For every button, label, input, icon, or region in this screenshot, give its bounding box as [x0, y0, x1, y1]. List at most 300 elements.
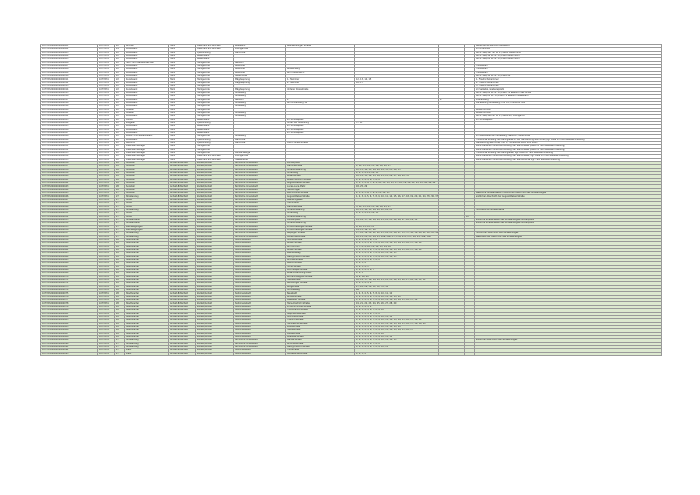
street-cell: Richard-Wagner-Straße: [286, 275, 355, 278]
municipality-cell: Zerbst/Anhalt: [196, 349, 234, 352]
object-id-cell: 1073532000000000051: [41, 212, 98, 215]
remarks-cell: Röderhochtal: [475, 108, 662, 111]
street-cell: Große Gerstraße: [286, 235, 355, 238]
street-cell: Gerberstraße: [286, 339, 355, 342]
category-cell: 28: [115, 182, 125, 185]
municipality-cell: Quedlinburg: [196, 138, 234, 141]
code-cell: 1073531: [98, 212, 115, 215]
locality-cell: Südinnenstadt: [234, 279, 286, 282]
municipality-cell: Zerbst/Anhalt: [196, 302, 234, 305]
municipality-cell: Harzgerode: [196, 85, 234, 88]
municipality-cell: Harzgerode: [196, 98, 234, 101]
object-id-cell: 1073532000000000048: [41, 202, 98, 205]
type-cell: Straßenzug: [125, 342, 169, 345]
house-numbers-cell: 12, 13, 14, 15, 19, 20, 22, 24, 25: [355, 208, 439, 211]
type-cell: Ziegelei: [125, 121, 169, 124]
municipality-cell: Ballenstedt: [196, 118, 234, 121]
district-cell: Harz: [169, 71, 196, 74]
locality-cell: Straßberg: [234, 115, 286, 118]
municipality-cell: Zerbst/Anhalt: [196, 162, 234, 165]
object-id-cell: 1073532000000000031: [41, 145, 98, 148]
house-numbers-cell: 5 - 11: [355, 121, 439, 124]
street-cell: Dessauer Straße: [286, 299, 355, 302]
object-id-cell: 1073532000000000018: [41, 101, 98, 104]
type-cell: Stadtviertel: [125, 299, 169, 302]
type-cell: Stadtviertel: [125, 329, 169, 332]
category-cell: 28: [115, 162, 125, 165]
house-numbers-cell: 16, 17: [355, 81, 439, 84]
code-cell: 1073531: [98, 81, 115, 84]
category-cell: 27: [115, 345, 125, 348]
code-cell: 1073531: [98, 335, 115, 338]
district-cell: Anhalt-Bitterfeld: [169, 279, 196, 282]
type-cell: Kunstwerk: [125, 75, 169, 78]
remarks-cell: [475, 352, 662, 355]
object-id-cell: 1073532000000000040: [41, 175, 98, 178]
street-cell: Lucherplatz: [286, 162, 355, 165]
municipality-cell: Zerbst/Anhalt: [196, 339, 234, 342]
type-cell: Stadtviertel: [125, 289, 169, 292]
locality-cell: Nordliche Innenstadt: [234, 215, 286, 218]
district-cell: Anhalt-Bitterfeld: [169, 309, 196, 312]
house-numbers-cell: 20, 21, 22, 23, 24, 25, 26a, 26b, 27, 27a, 27b, 27c, 28, 29, 30a, 30b: [355, 235, 439, 238]
locality-cell: Südinnenstadt: [234, 285, 286, 288]
house-numbers-cell: 12, 13, 14, 15, 19, 20, 24, 35, 25, 29, 35: [355, 168, 439, 171]
type-cell: Sonstall: [125, 168, 169, 171]
type-cell: Straßenzug: [125, 195, 169, 198]
street-cell: Unterstraßering: [286, 208, 355, 211]
code-cell: 1073531: [98, 292, 115, 295]
object-id-cell: 1073532000000000030: [41, 141, 98, 144]
locality-cell: Gernrode: [234, 141, 286, 144]
street-cell: 4: [286, 98, 355, 101]
category-cell: 22: [115, 158, 125, 161]
house-numbers-cell: 1, 2, 3, 4, 5, 6, 7, 8, 9, 10, 11, 12, 13: [355, 252, 439, 255]
district-cell: Harz: [169, 148, 196, 151]
object-id-cell: 1073532000000000084: [41, 322, 98, 325]
object-id-cell: 1073532000000000027: [41, 131, 98, 134]
locality-cell: Südinnenstadt: [234, 262, 286, 265]
type-cell: Kunstwerk: [125, 91, 169, 94]
house-numbers-cell: 5, 12, 13, 14, 15, 16, 18, 25, 27: [355, 205, 439, 208]
category-cell: 28: [115, 269, 125, 272]
object-id-cell: 1073532000000000039: [41, 172, 98, 175]
house-numbers-cell: 1, 2, 3, 4, 5, 6, 7, 8, 9, 10, 11, 12, 13, 14, 15, 16, 17, 18, 19, 20: [355, 322, 439, 325]
type-cell: Stadtviertel: [125, 272, 169, 275]
object-id-cell: 1073532000000000013: [41, 85, 98, 88]
street-cell: Unterstraßenring: [286, 168, 355, 171]
object-id-cell: 1073532000000000092: [41, 349, 98, 352]
district-cell: Harz: [169, 135, 196, 138]
district-cell: Anhalt-Bitterfeld: [169, 345, 196, 348]
object-id-cell: 1073532000000000010: [41, 75, 98, 78]
house-numbers-cell: 1, 2, 3, 4, 5, 6, 7, 8, 9, 10, 11, 12, 13, 14, 15, 16, 17, 18, 19: [355, 319, 439, 322]
table-row[interactable]: [41, 352, 662, 355]
type-cell: Stadtviertel: [125, 335, 169, 338]
house-numbers-cell: 10, 12, 13, 14, 15, 16, 21, 25, 26, 27, 28, 29, 33: [355, 175, 439, 178]
street-cell: Breite Straße: [286, 242, 355, 245]
locality-cell: Nordliche Innenstadt: [234, 232, 286, 235]
locality-cell: Nordliche Innenstadt: [234, 178, 286, 181]
code-cell: 1073531: [98, 85, 115, 88]
municipality-cell: Zerbst/Anhalt: [196, 165, 234, 168]
category-cell: 22: [115, 125, 125, 128]
district-cell: Harz: [169, 115, 196, 118]
code-cell: 1073531: [98, 125, 115, 128]
object-id-cell: 1073532000000000081: [41, 312, 98, 315]
code-cell: 1073531: [98, 115, 115, 118]
code-cell: 1073531: [98, 111, 115, 114]
municipality-cell: Zerbst/Anhalt: [196, 335, 234, 338]
category-cell: 22: [115, 148, 125, 151]
locality-cell: Südinnenstadt: [234, 245, 286, 248]
remarks-cell: südlicher Abschnitt der August-Bebel-Straße: [475, 195, 662, 198]
street-cell: Kurt-Stapel-Straße: [286, 269, 355, 272]
locality-cell: Nordliche Innenstadt: [234, 182, 286, 185]
municipality-cell: Zerbst/Anhalt: [196, 218, 234, 221]
street-cell: Blankenburger Straße: [286, 45, 355, 48]
street-cell: Im Schlosspark: [286, 118, 355, 121]
code-cell: 1073531: [98, 108, 115, 111]
object-id-cell: 1073532000000000050: [41, 208, 98, 211]
type-cell: Graben: [125, 111, 169, 114]
street-cell: Gottesackerstraße: [286, 352, 355, 355]
object-id-cell: 1073532000000000026: [41, 128, 98, 131]
table-body: [41, 45, 662, 356]
object-id-cell: 1073532000000000017: [41, 98, 98, 101]
house-numbers-cell: 14, 16, 17, 18, 19, 20, 21, 22, 23, 24, 26, 27, 28, 29, 30: [355, 218, 439, 221]
street-cell: Ernst-Kreisinger-Straße: [286, 225, 355, 228]
category-cell: 22: [115, 128, 125, 131]
municipality-cell: Zerbst/Anhalt: [196, 262, 234, 265]
category-cell: 22: [115, 51, 125, 54]
locality-cell: Güntersberge: [234, 152, 286, 155]
house-numbers-cell: 1, 2, 3, 4, 5, 6, 7, 8, 9, 10, 11, 14, 15, 16, 17, 18, 19, 20, 21, 24, 35, 36, 37: [356, 194, 439, 198]
code-cell: 1073531: [98, 138, 115, 141]
municipality-cell: Zerbst/Anhalt: [196, 172, 234, 175]
category-cell: 27: [115, 218, 125, 221]
category-cell: 28: [115, 245, 125, 248]
type-cell: Stadtviertel: [125, 309, 169, 312]
street-cell: Unterer Kreisstraße: [286, 88, 355, 91]
category-cell: 27: [115, 195, 125, 198]
municipality-cell: Harzgerode: [196, 71, 234, 74]
street-cell: Im Schlosspark: [286, 131, 355, 134]
object-id-cell: 1073532000000000093: [41, 352, 98, 355]
municipality-cell: Harzgerode: [196, 152, 234, 155]
locality-cell: Nordliche Innenstadt: [234, 185, 286, 188]
type-cell: Sonst: [125, 198, 169, 201]
category-cell: 28: [115, 265, 125, 268]
object-id-cell: 1073532000000000060: [41, 242, 98, 245]
remarks-cell: Alt R. 462/20 St. N. 17/1926 Ostermünd: [475, 58, 662, 61]
object-id-cell: 1073532000000000019: [41, 105, 98, 108]
district-cell: Anhalt-Bitterfeld: [169, 175, 196, 178]
house-numbers-cell: 1, 2, 3, 4, 5, 6, 7, 8, 9, 10, 11, 12, 13: [355, 339, 439, 342]
category-cell: 28: [115, 332, 125, 335]
district-cell: Harz: [169, 158, 196, 161]
object-id-cell: 1073532000000000082: [41, 315, 98, 318]
type-cell: Stadtviertel: [125, 279, 169, 282]
type-cell: Kleinsiegungen: [125, 228, 169, 231]
district-cell: Anhalt-Bitterfeld: [169, 212, 196, 215]
code-cell: 1073531: [98, 91, 115, 94]
object-id-cell: 1073532000000000066: [41, 262, 98, 265]
locality-cell: Nordliche Innenstadt: [234, 165, 286, 168]
house-numbers-cell: 1, 12, 13, 14, 15, 16, 18, 20, 27: [355, 165, 439, 168]
object-id-cell: 1073532000000000012: [41, 81, 98, 84]
district-cell: Anhalt-Bitterfeld: [169, 262, 196, 265]
street-cell: Otto-Franke-Straße: [286, 141, 355, 144]
street-cell: Unterberg: [286, 212, 355, 215]
house-numbers-cell: 1, 2, 3, 4, 5, 6: [355, 305, 439, 308]
district-cell: Harz: [169, 98, 196, 101]
type-cell: Straßenzug: [125, 235, 169, 238]
code-cell: 1073531: [98, 208, 115, 211]
municipality-cell: Harzgerode: [196, 91, 234, 94]
code-cell: 1073531: [98, 238, 115, 241]
object-id-cell: 1073532000000000068: [41, 269, 98, 272]
municipality-cell: Harzgerode: [196, 75, 234, 78]
code-cell: 1073531: [98, 202, 115, 205]
municipality-cell: Zerbst/Anhalt: [196, 259, 234, 262]
type-cell: Sonstall: [125, 185, 169, 188]
category-cell: 22: [115, 98, 125, 101]
house-numbers-cell: 1, 2, 3, 4, 5, 6, 7, 8, 9: [355, 259, 439, 262]
type-cell: Eisenbahnanlage: [125, 158, 169, 161]
code-cell: 1073531: [98, 255, 115, 258]
category-cell: 28: [115, 172, 125, 175]
district-cell: Harz: [169, 48, 196, 51]
house-numbers-cell: 1, 2, 3, 4, 5, 6, 7: [355, 269, 439, 272]
district-cell: Harz: [169, 81, 196, 84]
district-cell: Anhalt-Bitterfeld: [169, 255, 196, 258]
street-cell: Martinsstraße: [286, 205, 355, 208]
code-cell: 1073531: [98, 349, 115, 352]
code-cell: 1073531: [98, 302, 115, 305]
house-numbers-cell: 16, 14, 17, 18, 19, 20, 21, 22, 23, 24, 25, 26, 27, 28, 29, 31, 32: [355, 279, 439, 282]
locality-cell: Nordliche Innenstadt: [234, 208, 286, 211]
locality-cell: Alberode: [234, 65, 286, 68]
category-cell: 27: [115, 222, 125, 225]
locality-cell: Nordliche Innenstadt: [234, 225, 286, 228]
object-id-cell: 1073532000000000037: [41, 165, 98, 168]
house-numbers-cell: 19, 21, 22, 23, 24, 25, 26, 27, 28, 29: [355, 302, 439, 305]
district-cell: Anhalt-Bitterfeld: [169, 208, 196, 211]
locality-cell: Mägdesprung: [234, 88, 286, 91]
locality-cell: Südinnenstadt: [234, 255, 286, 258]
type-cell: Kunstwerk: [125, 128, 169, 131]
remarks-cell: verschiedene Flurstücke entlang der Bahnstrecke vgl. Feld Baubeschreibung: [475, 158, 662, 161]
street-cell: Am Kirchtor: [286, 245, 355, 248]
category-cell: 28: [115, 185, 125, 188]
object-id-cell: 1073532000000000009: [41, 71, 98, 74]
locality-cell: Südinnenstadt: [234, 259, 286, 262]
district-cell: Anhalt-Bitterfeld: [169, 329, 196, 332]
category-cell: 27: [115, 198, 125, 201]
code-cell: 1073531: [98, 88, 115, 91]
object-id-cell: 1073532000000000028: [41, 135, 98, 138]
object-id-cell: 1073532000000000074: [41, 289, 98, 292]
extra-cell-2: 12: [465, 215, 475, 218]
district-cell: Anhalt-Bitterfeld: [169, 302, 196, 305]
category-cell: 22: [115, 155, 125, 158]
code-cell: 1073531: [98, 309, 115, 312]
locality-cell: Nordliche Innenstadt: [234, 212, 286, 215]
locality-cell: Nordliche Innenstadt: [234, 175, 286, 178]
district-cell: Anhalt-Bitterfeld: [169, 282, 196, 285]
district-cell: Anhalt-Bitterfeld: [169, 295, 196, 298]
house-numbers-cell: 1, 2, 3, 4, 6, 7, 8, 9, 10, 11, 13, 15, 17, 18, 19, 20, 21, 43, 45, 46, 48, 49: [355, 182, 439, 185]
district-cell: Anhalt-Bitterfeld: [169, 232, 196, 235]
district-cell: Harz: [169, 51, 196, 54]
locality-cell: Straßberg: [234, 91, 286, 94]
category-cell: 22: [115, 95, 125, 98]
object-id-cell: 1073532000000000002: [41, 48, 98, 51]
category-cell: 28: [115, 272, 125, 275]
type-cell: Straßenzug: [125, 232, 169, 235]
code-cell: 1073531: [98, 285, 115, 288]
category-cell: 28: [115, 259, 125, 262]
object-id-cell: 1073532000000000087: [41, 332, 98, 335]
municipality-cell: Oberharz am Brocken: [196, 155, 234, 158]
code-cell: 1073531: [98, 259, 115, 262]
house-numbers-cell: 1, 2, 3, 4, 5, 6, 7, 8, 9, 10, 11, 12, 13, 14, 15, 16, 17, 18, 19: [355, 248, 439, 251]
category-cell: 22: [115, 115, 125, 118]
house-numbers-cell: 1, 2, 3, 4, 5, 6: [355, 282, 439, 285]
street-cell: Trifttstraße: [286, 349, 355, 352]
street-cell: Unterstraßenring: [286, 215, 355, 218]
category-cell: 22: [115, 121, 125, 124]
code-cell: 1073531: [98, 45, 115, 48]
house-numbers-cell: 27, 28, 29, 30, 31, 32, 33, 34: [355, 285, 439, 288]
object-id-cell: 1073532000000000044: [41, 188, 98, 191]
object-id-cell: 1073532000000000054: [41, 222, 98, 225]
type-cell: Platz: [125, 349, 169, 352]
remarks-cell: Alt R. 462/10 St. N. 17/1926-14: [475, 75, 662, 78]
category-cell: 28: [115, 262, 125, 265]
district-cell: Anhalt-Bitterfeld: [169, 305, 196, 308]
type-cell: Stadtviertel: [125, 269, 169, 272]
object-id-cell: 1073532000000000047: [41, 198, 98, 201]
house-numbers-cell: 1, 2, 3, 4, 5, 6, 7, 8: [355, 238, 439, 241]
category-cell: 22: [115, 71, 125, 74]
category-cell: 28: [115, 188, 125, 191]
code-cell: 1073531: [98, 95, 115, 98]
category-cell: 28: [115, 252, 125, 255]
locality-cell: Nordliche Innenstadt: [234, 168, 286, 171]
category-cell: 27: [115, 352, 125, 355]
district-cell: Anhalt-Bitterfeld: [169, 265, 196, 268]
type-cell: Kunstwerk: [125, 78, 169, 81]
locality-cell: Südinnenstadt: [234, 312, 286, 315]
remarks-cell: 2. Friedrichshammer: [475, 81, 662, 84]
code-cell: 1073531: [98, 172, 115, 175]
type-cell: Eisenbahnanlage: [125, 155, 169, 158]
locality-cell: Südinnenstadt: [234, 292, 286, 295]
street-cell: Rathausweg: [286, 252, 355, 255]
code-cell: 1073531: [98, 135, 115, 138]
remarks-cell: 3. Friedrichshammer: [475, 85, 662, 88]
code-cell: 1073531: [98, 342, 115, 345]
remarks-cell: verschiedene Flurstücke entlang der Bahntrasse (Liste im Feld Baubeschreibung): [475, 145, 662, 148]
code-cell: 1073531: [98, 61, 115, 64]
category-cell: 28: [115, 165, 125, 168]
object-id-cell: 1073532000000000057: [41, 232, 98, 235]
object-id-cell: 1073532000000000055: [41, 225, 98, 228]
district-cell: Harz: [169, 131, 196, 134]
street-cell: Hans-Dietrich-Straße: [286, 302, 355, 305]
locality-cell: Nordliche Innenstadt: [234, 345, 286, 348]
street-cell: Friedrichstraße: [286, 319, 355, 322]
category-cell: 22: [115, 105, 125, 108]
category-cell: 28: [115, 292, 125, 295]
district-cell: Harz: [169, 108, 196, 111]
category-cell: 22: [115, 131, 125, 134]
type-cell: Sonstall: [125, 172, 169, 175]
municipality-cell: Zerbst/Anhalt: [196, 325, 234, 328]
type-cell: Stadtviertel: [125, 312, 169, 315]
type-cell: Kunstwerk: [125, 48, 169, 51]
house-numbers-cell: 1, 2, 3, 4, 5, 6, 7, 8, 9, 10, 11, 12, 13, 14, 15, 16, 17, 18: [355, 299, 439, 302]
type-cell: Tech. und Gedenkzeichen: [125, 61, 169, 64]
category-cell: 28: [115, 282, 125, 285]
locality-cell: Nordliche Innenstadt: [234, 202, 286, 205]
object-id-cell: 1073532000000000049: [41, 205, 98, 208]
district-cell: Anhalt-Bitterfeld: [169, 342, 196, 345]
object-id-cell: 1073532000000000021: [41, 111, 98, 114]
category-cell: 28: [115, 315, 125, 318]
type-cell: Sonstall: [125, 188, 169, 191]
street-cell: Am Hüttenteich: [286, 71, 355, 74]
type-cell: Sonst: [125, 205, 169, 208]
street-cell: Lucas-Luca-Platz: [286, 185, 355, 188]
municipality-cell: Harzgerode: [196, 65, 234, 68]
municipality-cell: Zerbst/Anhalt: [196, 329, 234, 332]
street-cell: Breite Straße: [286, 248, 355, 251]
municipality-cell: Zerbst/Anhalt: [196, 255, 234, 258]
object-id-cell: 1073532000000000016: [41, 95, 98, 98]
category-cell: 28: [115, 295, 125, 298]
category-cell: 22: [115, 55, 125, 58]
type-cell: Stadtviertel: [125, 255, 169, 258]
municipality-cell: Zerbst/Anhalt: [196, 205, 234, 208]
locality-cell: Straßberg: [234, 135, 286, 138]
remarks-cell: Alt R. 462/106 St. N. 17/1926-01, Elbingerod: [475, 115, 662, 118]
locality-cell: Nordliche Innenstadt: [234, 235, 286, 238]
municipality-cell: Harzgerode: [196, 145, 234, 148]
district-cell: Anhalt-Bitterfeld: [169, 285, 196, 288]
district-cell: Anhalt-Bitterfeld: [169, 178, 196, 181]
district-cell: Anhalt-Bitterfeld: [169, 292, 196, 295]
district-cell: Anhalt-Bitterfeld: [169, 168, 196, 171]
municipality-cell: Zerbst/Anhalt: [196, 315, 234, 318]
type-cell: Stadtviertel: [125, 305, 169, 308]
category-cell: 27: [115, 202, 125, 205]
object-id-cell: 1073532000000000064: [41, 255, 98, 258]
remarks-cell: 1. Friedrichshammer: [475, 78, 662, 81]
street-cell: Brückenstraße: [286, 259, 355, 262]
code-cell: 1073531: [98, 272, 115, 275]
district-cell: Harz: [169, 152, 196, 155]
code-cell: 1073531: [98, 345, 115, 348]
street-cell: Adelsberstraße: [286, 335, 355, 338]
code-cell: 1073531: [98, 185, 115, 188]
category-cell: 22: [115, 135, 125, 138]
category-cell: 28: [115, 322, 125, 325]
remarks-cell: südliche Straßenseite des Straßenzuges Mühlenplatz: [475, 222, 662, 225]
remarks-cell: Röderhochtal: [475, 111, 662, 114]
